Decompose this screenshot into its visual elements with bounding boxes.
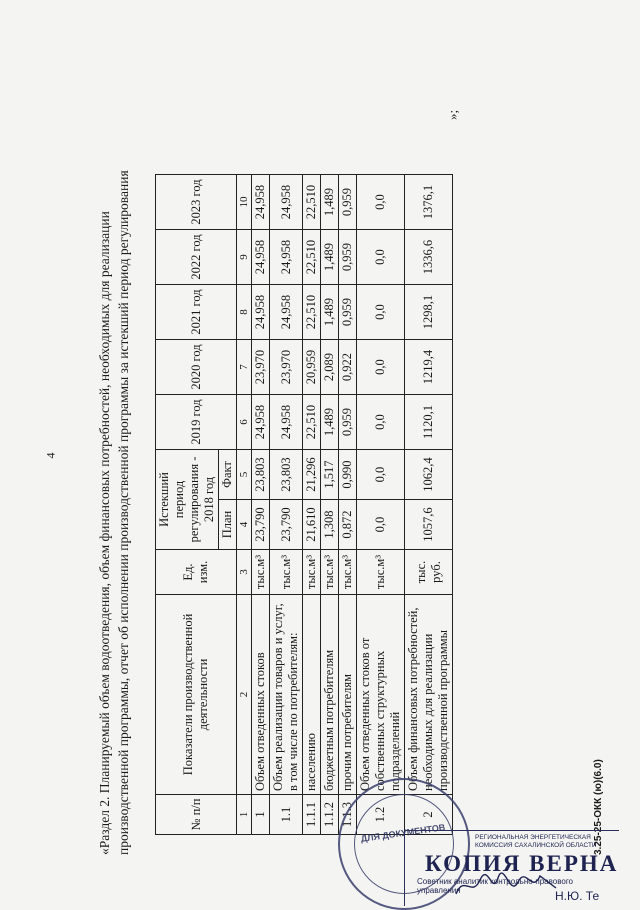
row-2022: 1336,6 bbox=[405, 230, 453, 285]
row-2020: 0,0 bbox=[357, 340, 405, 395]
col-number: 7 bbox=[237, 340, 252, 395]
row-plan-2018: 0,0 bbox=[357, 500, 405, 550]
row-number: 1.1.1 bbox=[303, 795, 321, 835]
row-2020: 23,970 bbox=[252, 340, 270, 395]
row-2020: 0,922 bbox=[339, 340, 357, 395]
row-2022: 0,0 bbox=[357, 230, 405, 285]
row-2023: 1,489 bbox=[321, 175, 339, 230]
row-unit: тыс.м³ bbox=[321, 550, 339, 595]
row-indicator: населению bbox=[303, 595, 321, 795]
row-plan-2018: 1057,6 bbox=[405, 500, 453, 550]
col-number: 6 bbox=[237, 395, 252, 450]
row-2021: 24,958 bbox=[270, 285, 303, 340]
table-row bbox=[339, 175, 357, 835]
col-header-2023: 2023 год bbox=[156, 175, 237, 230]
row-indicator: бюджетным потребителям bbox=[321, 595, 339, 795]
column-number-row bbox=[237, 175, 252, 835]
row-2021: 1,489 bbox=[321, 285, 339, 340]
row-indicator: Объем финансовых потребностей, необходимых для реализации производственной программы bbox=[405, 595, 453, 795]
row-2022: 1,489 bbox=[321, 230, 339, 285]
closing-mark: »; bbox=[445, 109, 460, 120]
row-2019: 0,959 bbox=[339, 395, 357, 450]
col-header-2021: 2021 год bbox=[156, 285, 237, 340]
stamp-role: Советник аналитик контрольно-правового управления bbox=[417, 877, 574, 895]
row-indicator: Объем отведенных стоков bbox=[252, 595, 270, 795]
row-number: 1 bbox=[252, 795, 270, 835]
row-number: 2 bbox=[405, 795, 453, 835]
heading-line-2: производственной программы, отчет об исполнении производственной программы за истекший период регулирования bbox=[116, 170, 131, 855]
table-row bbox=[252, 175, 270, 835]
page-number: 4 bbox=[43, 452, 58, 459]
row-2020: 1219,4 bbox=[405, 340, 453, 395]
row-2021: 0,959 bbox=[339, 285, 357, 340]
row-unit: тыс.м³ bbox=[339, 550, 357, 595]
production-table bbox=[155, 174, 453, 835]
row-2022: 24,958 bbox=[252, 230, 270, 285]
row-2023: 1376,1 bbox=[405, 175, 453, 230]
col-number: 4 bbox=[237, 500, 252, 550]
row-plan-2018: 1,308 bbox=[321, 500, 339, 550]
row-2021: 1298,1 bbox=[405, 285, 453, 340]
table-row bbox=[321, 175, 339, 835]
stamp-name: Н.Ю. Те bbox=[555, 889, 600, 903]
row-number: 1.1.3 bbox=[339, 795, 357, 835]
row-number: 1.1 bbox=[270, 795, 303, 835]
row-2023: 24,958 bbox=[252, 175, 270, 230]
row-number: 1.1.2 bbox=[321, 795, 339, 835]
col-header-2022: 2022 год bbox=[156, 230, 237, 285]
row-2023: 22,510 bbox=[303, 175, 321, 230]
row-unit: тыс.м³ bbox=[303, 550, 321, 595]
row-plan-2018: 23,790 bbox=[270, 500, 303, 550]
col-header-unit: Ед. изм. bbox=[156, 550, 237, 595]
row-2022: 0,959 bbox=[339, 230, 357, 285]
col-header-num: № п/п bbox=[156, 795, 237, 835]
stamp-title: КОПИЯ ВЕРНА bbox=[425, 851, 619, 876]
row-2019: 1120,1 bbox=[405, 395, 453, 450]
col-number: 10 bbox=[237, 175, 252, 230]
row-indicator: Объем отведенных стоков от собственных структурных подразделений bbox=[357, 595, 405, 795]
section-heading bbox=[95, 15, 133, 855]
signature-icon bbox=[452, 868, 562, 902]
row-fact-2018: 0,990 bbox=[339, 450, 357, 500]
row-2020: 23,970 bbox=[270, 340, 303, 395]
table-body bbox=[252, 175, 453, 835]
row-2023: 24,958 bbox=[270, 175, 303, 230]
row-unit: тыс.м³ bbox=[252, 550, 270, 595]
col-header-fact: Факт bbox=[219, 450, 237, 500]
rotated-content bbox=[95, 15, 615, 855]
seal-center-text: ДЛЯ ДОКУМЕНТОВ bbox=[360, 822, 446, 844]
row-indicator: Объем реализации товаров и услуг, в том числе по потребителям: bbox=[270, 595, 303, 795]
row-2022: 24,958 bbox=[270, 230, 303, 285]
row-2019: 22,510 bbox=[303, 395, 321, 450]
row-fact-2018: 1,517 bbox=[321, 450, 339, 500]
table-row bbox=[270, 175, 303, 835]
col-header-2019: 2019 год bbox=[156, 395, 237, 450]
col-number: 2 bbox=[237, 595, 252, 795]
row-fact-2018: 23,803 bbox=[270, 450, 303, 500]
row-2019: 24,958 bbox=[270, 395, 303, 450]
row-2021: 24,958 bbox=[252, 285, 270, 340]
row-2020: 2,089 bbox=[321, 340, 339, 395]
row-2023: 0,0 bbox=[357, 175, 405, 230]
stamp-organization: РЕГИОНАЛЬНАЯ ЭНЕРГЕТИЧЕСКАЯ КОМИССИЯ САХАЛИНСКОЙ ОБЛАСТИ bbox=[475, 834, 597, 849]
col-header-2020: 2020 год bbox=[156, 340, 237, 395]
row-number: 1.2 bbox=[357, 795, 405, 835]
row-fact-2018: 1062,4 bbox=[405, 450, 453, 500]
row-fact-2018: 21,296 bbox=[303, 450, 321, 500]
row-2022: 22,510 bbox=[303, 230, 321, 285]
row-indicator: прочим потребителям bbox=[339, 595, 357, 795]
row-2021: 22,510 bbox=[303, 285, 321, 340]
row-2019: 0,0 bbox=[357, 395, 405, 450]
col-number: 9 bbox=[237, 230, 252, 285]
row-2021: 0,0 bbox=[357, 285, 405, 340]
col-number: 8 bbox=[237, 285, 252, 340]
col-number: 1 bbox=[237, 795, 252, 835]
footer-code: 3.25-25-ОКК (ю)(6.0) bbox=[593, 759, 604, 855]
col-number: 3 bbox=[237, 550, 252, 595]
row-2019: 1,489 bbox=[321, 395, 339, 450]
row-2023: 0,959 bbox=[339, 175, 357, 230]
col-header-period: Истекший период регулирования - 2018 год bbox=[156, 450, 219, 550]
row-unit: тыс.м³ bbox=[270, 550, 303, 595]
row-fact-2018: 0,0 bbox=[357, 450, 405, 500]
row-plan-2018: 23,790 bbox=[252, 500, 270, 550]
col-number: 5 bbox=[237, 450, 252, 500]
row-2020: 20,959 bbox=[303, 340, 321, 395]
heading-line-1: «Раздел 2. Планируемый объем водоотведения, объем финансовых потребностей, необходимых для реализации bbox=[97, 211, 112, 855]
col-header-plan: План bbox=[219, 500, 237, 550]
row-fact-2018: 23,803 bbox=[252, 450, 270, 500]
table-row bbox=[405, 175, 453, 835]
table-row bbox=[303, 175, 321, 835]
row-2019: 24,958 bbox=[252, 395, 270, 450]
row-unit: тыс. руб. bbox=[405, 550, 453, 595]
row-plan-2018: 0,872 bbox=[339, 500, 357, 550]
row-unit: тыс.м³ bbox=[357, 550, 405, 595]
table-row bbox=[357, 175, 405, 835]
header-row bbox=[156, 175, 219, 835]
col-header-indicator: Показатели производственной деятельности bbox=[156, 595, 237, 795]
row-plan-2018: 21,610 bbox=[303, 500, 321, 550]
